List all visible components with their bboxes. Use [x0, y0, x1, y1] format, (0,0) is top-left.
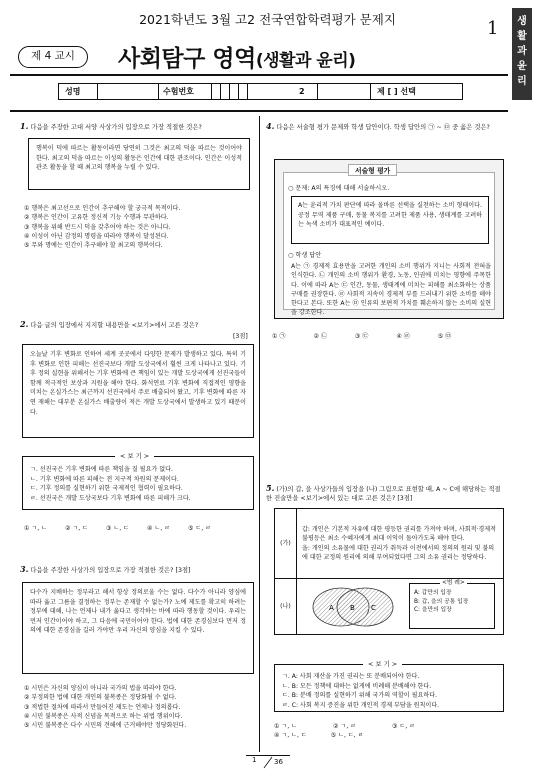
q2-passage-box: [22, 344, 254, 438]
q2-bogi-2: ㄴ. 기후 변화에 따른 피해는 전 지구적 차원의 문제이다.: [30, 475, 179, 483]
exam-number-digit: 2: [299, 87, 305, 96]
q1-stem: [20, 122, 255, 132]
q2-option-5[interactable]: ⑤ ㄷ, ㄹ: [188, 525, 212, 532]
q3-points: [3점]: [175, 567, 191, 574]
exam-number-boxes[interactable]: [211, 84, 303, 99]
header-rule: [10, 74, 508, 76]
page-footer: [246, 755, 290, 768]
subject-side-tab: [512, 8, 532, 100]
q4-stem: [266, 122, 506, 132]
q5-stem-text: (가)의 갑, 을 사상가들의 입장을 (나) 그림으로 표현할 때, A ~ C에 해당하는 적절한 진술만을 <보기>에서 있는 대로 고른 것은?: [266, 486, 501, 503]
side-tab-char: 활: [517, 31, 527, 42]
legend-item-c: C: 을만의 입장: [414, 607, 452, 614]
exam-number-label: 수험번호: [163, 87, 194, 96]
q3-option-3[interactable]: ③ 적법한 절차에 따라서 만들어진 제도는 언제나 정의롭다.: [24, 703, 181, 711]
q2-number: 2.: [20, 319, 29, 329]
digit-divider: [247, 84, 248, 99]
q1-option-5[interactable]: ⑤ 무와 명예는 인간이 추구해야 할 최고의 행복이다.: [24, 242, 163, 250]
q3-stem-text: 다음을 주장한 사상가의 입장으로 가장 적절한 것은?: [30, 567, 174, 574]
q4-option-2[interactable]: ② ㉡: [313, 333, 327, 340]
q4-answer-label: ○ 학생 답안: [288, 252, 322, 259]
q3-option-2[interactable]: ② 부정의한 법에 대한 개인의 불복종은 정당화될 수 없다.: [24, 694, 177, 702]
venn-diagram: [303, 585, 403, 629]
q2-bogi-3: ㄷ. 기후 정의를 실현하기 위한 국제적인 협력이 필요하다.: [30, 485, 183, 493]
q2-bogi-4: ㄹ. 선진국은 개발 도상국보다 기후 변화에 따른 피해가 크다.: [30, 494, 191, 502]
q5-option-3[interactable]: ③ ㄷ, ㄹ: [392, 723, 416, 730]
q2-stem-text: 다음 글의 입장에서 지지할 내용만을 <보기>에서 고른 것은?: [30, 322, 199, 329]
digit-divider: [220, 84, 221, 99]
q5-bogi-4: ㄹ. C: 사회 복지 증진을 위한 개인적 경제 부담을 원칙이다.: [282, 701, 440, 709]
q2-bogi-title: < 보 기 >: [115, 451, 154, 460]
header-bottom-rule: [10, 110, 508, 112]
exam-title: 2021학년도 3월 고2 전국연합학력평가 문제지: [139, 12, 396, 27]
q3-stem: [20, 565, 260, 575]
page-number: 1: [487, 18, 499, 39]
q5-option-4[interactable]: ④ ㄱ, ㄴ, ㄷ: [274, 732, 307, 740]
q1-number: 1.: [20, 121, 29, 131]
q4-question-text: A는 윤리적 가치 판단에 따라 올바른 선택을 실천하는 소비 형태이다. 공정 무역 제품 구매, 동물 복지를 고려한 제품 사용, 생태계를 고려하는 녹색 소비가 대표적인 예이다.: [298, 202, 482, 229]
q5-ga-text-1: 갑: 개인은 기본적 자유에 대한 평등한 권리를 가져야 하며, 사회적·경제적 불평등은 최소 수혜자에게 최대 이익이 돌아가도록 해야 한다.: [302, 525, 497, 543]
q2-bogi-1: ㄱ. 선진국은 기후 변화에 따른 책임을 질 필요가 없다.: [30, 466, 173, 473]
period-label: 제 4 교시: [18, 46, 88, 68]
q5-option-1[interactable]: ① ㄱ, ㄴ: [274, 723, 298, 730]
legend-item-b: B: 갑, 을의 공통 입장: [414, 598, 469, 605]
q1-option-1[interactable]: ① 행복은 최고선으로 인간이 추구해야 할 궁극적 목적이다.: [24, 205, 181, 212]
q4-option-3[interactable]: ③ ㉢: [354, 333, 369, 340]
side-tab-char: 리: [517, 76, 527, 87]
side-tab-char: 생: [517, 16, 527, 27]
q5-number: 5.: [266, 483, 275, 493]
digit-divider: [229, 84, 230, 99]
venn-label-b: B: [350, 604, 355, 612]
name-label: 성명: [65, 87, 81, 96]
q3-number: 3.: [20, 564, 29, 574]
q5-bogi-box: [274, 664, 504, 712]
q4-question-box: [291, 196, 489, 244]
q5-option-5[interactable]: ⑤ ㄴ, ㄷ, ㄹ: [330, 732, 364, 740]
subject-title: [118, 40, 355, 73]
q5-bogi-title: < 보 기 >: [363, 659, 402, 668]
column-divider: [259, 116, 260, 752]
q5-bogi-3: ㄷ. B: 분배 정의를 실현하기 위해 국가의 역할이 필요하다.: [282, 692, 438, 700]
q5-bogi-2: ㄴ. B: 모든 정책에 대하는 없게에 비례해 분배해야 한다.: [282, 682, 432, 690]
subject-name: 사회탐구 영역: [118, 46, 256, 72]
venn-label-a: A: [329, 604, 334, 612]
legend-title: <범 례>: [442, 580, 465, 586]
q2-points: [3점]: [233, 333, 248, 340]
q2-stem: [20, 320, 255, 330]
q2-options: [24, 524, 256, 533]
side-tab-char: 윤: [517, 61, 527, 72]
venn-label-c: C: [371, 604, 376, 612]
venn-legend: [409, 580, 495, 629]
q1-option-4[interactable]: ④ 이성이 아닌 감정의 명령을 따라야 행복이 달성된다.: [24, 232, 169, 240]
q1-passage-box: [28, 138, 250, 190]
q1-option-2[interactable]: ② 행복은 인간이 고유한 정신적 기능 수행과 무관하다.: [24, 214, 169, 222]
q3-option-1[interactable]: ① 시민은 자신의 양심이 아니라 국가의 법을 따라야 한다.: [24, 685, 177, 692]
student-info-row: [58, 83, 463, 100]
q4-option-4[interactable]: ④ ㉣: [396, 333, 410, 340]
q2-option-3[interactable]: ③ ㄴ, ㄷ: [106, 525, 130, 532]
exam-number-extra[interactable]: [317, 84, 371, 99]
q1-option-3[interactable]: ③ 행복을 위해 반드시 덕을 갖추어야 하는 것은 아니다.: [24, 223, 171, 231]
q5-ga-text-2: 을: 개인의 소유물에 대한 권리가 취득과 이전에서의 정의의 원리 및 불의에 대한 교정의 원리에 의해 부여되었다면 그의 소유 권리는 정당하다.: [302, 544, 495, 561]
legend-item-a: A: 갑만의 입장: [414, 590, 452, 596]
choice-label: 제 [ ] 선택: [377, 87, 416, 96]
q1-stem-text: 다음을 주장한 고대 서양 사상가의 입장으로 가장 적절한 것은?: [30, 124, 202, 131]
side-tab-char: 과: [517, 46, 527, 57]
q4-stem-text: 다음은 서술형 평가 문제와 학생 답안이다. 학생 답안의 ㉠ ~ ㉤ 중 옳은 것은?: [276, 124, 490, 131]
q5-stem: [266, 484, 506, 504]
q5-option-2[interactable]: ② ㄱ, ㄹ: [333, 723, 357, 730]
q4-options: [272, 332, 504, 341]
q3-passage-box: [22, 582, 254, 674]
q4-answer-text: A는 ㉠ 경제적 효용만을 고려한 개인의 소비 행위가 지니는 사회적 전혀을 인식한다. ㉡ 개인의 소비 행위가 환경, 노동, 인권에 미치는 영향에 주목한다. 이에 따라 A는 ㉢ 인간, 동물, 생태계에 미치는 피해를 최소화하는 상품 구매를 권장한다. ㉣ 사회적 지속이 경제적 부를 드러내기 위한 소비를 해야 한다고 본다. 또한 A는 ㉤ 인류의 보편적 가치를 훼손하지 않는 소비의 실현을 강조한다.: [291, 263, 491, 317]
q3-options: [24, 684, 256, 730]
q5-points: [3점]: [397, 495, 413, 503]
q5-ga-content: [297, 509, 504, 579]
q1-options: [24, 204, 256, 250]
name-field[interactable]: [97, 84, 159, 99]
subject-subtitle: (생활과 윤리): [255, 51, 356, 71]
q5-table: [274, 508, 504, 635]
q5-ga-label: (가): [275, 509, 297, 579]
q5-bogi-1: ㄱ. A: 사회 재산을 가진 권리는 또 분배되어야 한다.: [282, 673, 420, 680]
q3-passage: 다수가 지배하는 정부라고 해서 항상 정의로울 수는 없다. 다수가 아니라 양심에 따라 옳고 그름을 결정하는 정부는 존재할 수 없는가? 노예 제도를 확고히 하려는 정부에 대해, 나는 언제나 내가 옳다고 생각하는 바에 따라 행동할 것이다. 우리는 먼저 인간이어야 하고, 그 다음에 국민이어야 한다. 법에 대한 존경심보다 먼저 정의에 대한 존경심을 길러 가야만 우리 자신의 양심을 지킬 수 있다.: [30, 589, 246, 635]
q2-option-1[interactable]: ① ㄱ, ㄴ: [24, 525, 48, 532]
footer-page: 1: [252, 756, 257, 764]
digit-divider: [238, 84, 239, 99]
q5-options: [274, 722, 506, 741]
q4-card-title: 서술형 평가: [348, 164, 397, 176]
q3-option-5[interactable]: ⑤ 시민 불복종은 다수 시민의 견해에 근거해야만 정당화된다.: [24, 722, 187, 730]
q2-passage: 오늘날 기후 변화로 인하여 세계 곳곳에서 다양한 문제가 발생하고 있다. 특히 기후 변화로 인한 피해는 선진국보다 개발 도상국에서 훨씬 크게 나타나고 있다. 기후 정의 실현을 위해서는 기후 변화에 큰 책임이 있는 개발 도상국에게 선진국들이 함께 적극적인 보상과 지원을 해야 한다. 화석연료 기후 변화에 직접적인 영향을 미치는 온실가스는 최근까지 선진국에서 주로 배출되어 왔고, 기후 변화에 따른 자연 재해는 대부분 온실가스 배출량이 적은 개발 도상국에서 발생하고 있기 때문이다.: [30, 351, 246, 416]
q1-passage: 행복이 덕에 따르는 활동이라면 당연히 그것은 최고의 덕을 따르는 것이어야 한다. 최고의 덕을 따르는 이성의 활동은 인간에 대한 관조이다. 인간은 이성적 관조 활동을 할 때 최고의 행복을 누릴 수 있다.: [36, 145, 242, 172]
q3-option-4[interactable]: ④ 시민 불복종은 사적 신념을 목적으로 하는 위법 행위이다.: [24, 712, 183, 720]
q4-number: 4.: [266, 121, 275, 131]
footer-total: 36: [274, 758, 283, 766]
q5-na-content: [297, 579, 504, 635]
q4-option-1[interactable]: ① ㉠: [272, 333, 286, 340]
q2-option-2[interactable]: ② ㄱ, ㄷ: [65, 525, 89, 532]
q2-bogi-box: [22, 456, 254, 510]
q4-option-5[interactable]: ⑤ ㉤: [437, 333, 452, 340]
venn-circle-right: [337, 588, 393, 626]
q4-question-label: ○ 문제: A의 특징에 대해 서술하시오.: [288, 185, 390, 192]
q5-na-label: (나): [275, 579, 297, 635]
q2-option-4[interactable]: ④ ㄴ, ㄹ: [147, 525, 171, 532]
